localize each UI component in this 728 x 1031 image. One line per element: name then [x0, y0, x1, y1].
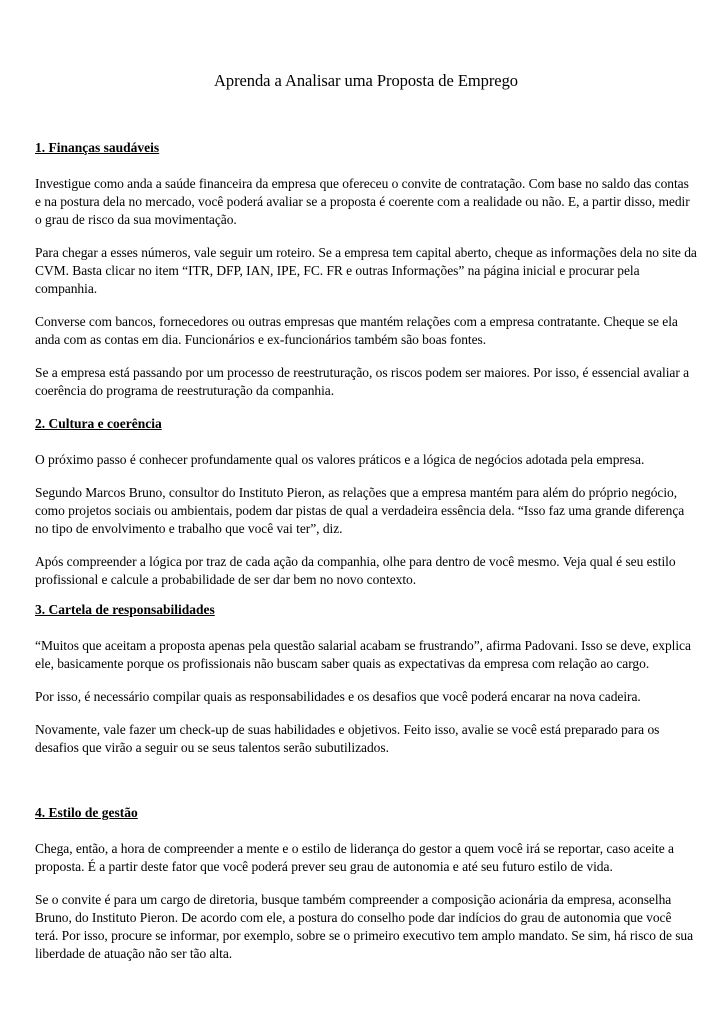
paragraph: Após compreender a lógica por traz de cada ação da companhia, olhe para dentro de você mesmo. Veja qual é seu estilo profissional e calcule a probabilidade de ser dar bem no novo contexto.: [35, 554, 676, 587]
section-heading: 1. Finanças saudáveis: [35, 140, 160, 155]
paragraph: Chega, então, a hora de compreender a mente e o estilo de liderança do gestor a quem você irá se reportar, caso aceite a proposta. É a partir deste fator que você poderá prever seu grau de autonomia e até seu futuro estilo de vida.: [35, 841, 674, 874]
section-financas: [35, 139, 697, 400]
paragraph: Se o convite é para um cargo de diretoria, busque também compreender a composição acionária da empresa, aconselha Bruno, do Instituto Pieron. De acordo com ele, a postura do conselho pode dar indícios do grau de autonomia que você terá. Por isso, procure se informar, por exemplo, sobre se o primeiro executivo tem amplo mandato. Se sim, há risco de sua liberdade de atuação não ser tão alta.: [35, 892, 694, 961]
paragraph: Por isso, é necessário compilar quais as responsabilidades e os desafios que você poderá encarar na nova cadeira.: [35, 689, 641, 704]
paragraph: Converse com bancos, fornecedores ou outras empresas que mantém relações com a empresa contratante. Cheque se ela anda com as contas em dia. Funcionários e ex-funcionários também são boas fontes.: [35, 314, 678, 347]
paragraph: “Muitos que aceitam a proposta apenas pela questão salarial acabam se frustrando”, afirma Padovani. Isso se deve, explica ele, basicamente porque os profissionais não buscam saber quais as expectativas da empresa com relação ao cargo.: [35, 638, 691, 671]
paragraph: O próximo passo é conhecer profundamente qual os valores práticos e a lógica de negócios adotada pela empresa.: [35, 452, 645, 467]
section-estilo-gestao: [35, 804, 697, 963]
section-heading: 4. Estilo de gestão: [35, 805, 138, 820]
section-heading: 2. Cultura e coerência: [35, 416, 162, 431]
paragraph: Se a empresa está passando por um processo de reestruturação, os riscos podem ser maiores. Por isso, é essencial avaliar a coerência do programa de reestruturação da companhia.: [35, 365, 690, 398]
section-responsabilidades: [35, 601, 697, 757]
paragraph: Investigue como anda a saúde financeira da empresa que ofereceu o convite de contratação. Com base no saldo das contas e na postura dela no mercado, você poderá avaliar se a proposta é coerente com a realidade ou não. E, a partir disso, medir o grau de risco da sua movimentação.: [35, 176, 690, 227]
paragraph: Novamente, vale fazer um check-up de suas habilidades e objetivos. Feito isso, avalie se você está preparado para os desafios que virão a seguir ou se seus talentos serão subutilizados.: [35, 722, 660, 755]
document-title: Aprenda a Analisar uma Proposta de Emprego: [214, 71, 518, 90]
paragraph: Segundo Marcos Bruno, consultor do Instituto Pieron, as relações que a empresa mantém para além do próprio negócio, como projetos sociais ou ambientais, podem dar pistas de qual a verdadeira essência dela. “Isso faz uma grande diferença no tipo de envolvimento e trabalho que você vai ter”, diz.: [35, 485, 685, 536]
paragraph: Para chegar a esses números, vale seguir um roteiro. Se a empresa tem capital aberto, cheque as informações dela no site da CVM. Basta clicar no item “ITR, DFP, IAN, IPE, FC. FR e outras Informações” na página inicial e procurar pela companhia.: [35, 245, 697, 296]
section-heading: 3. Cartela de responsabilidades: [35, 602, 215, 617]
section-cultura: [35, 415, 697, 589]
